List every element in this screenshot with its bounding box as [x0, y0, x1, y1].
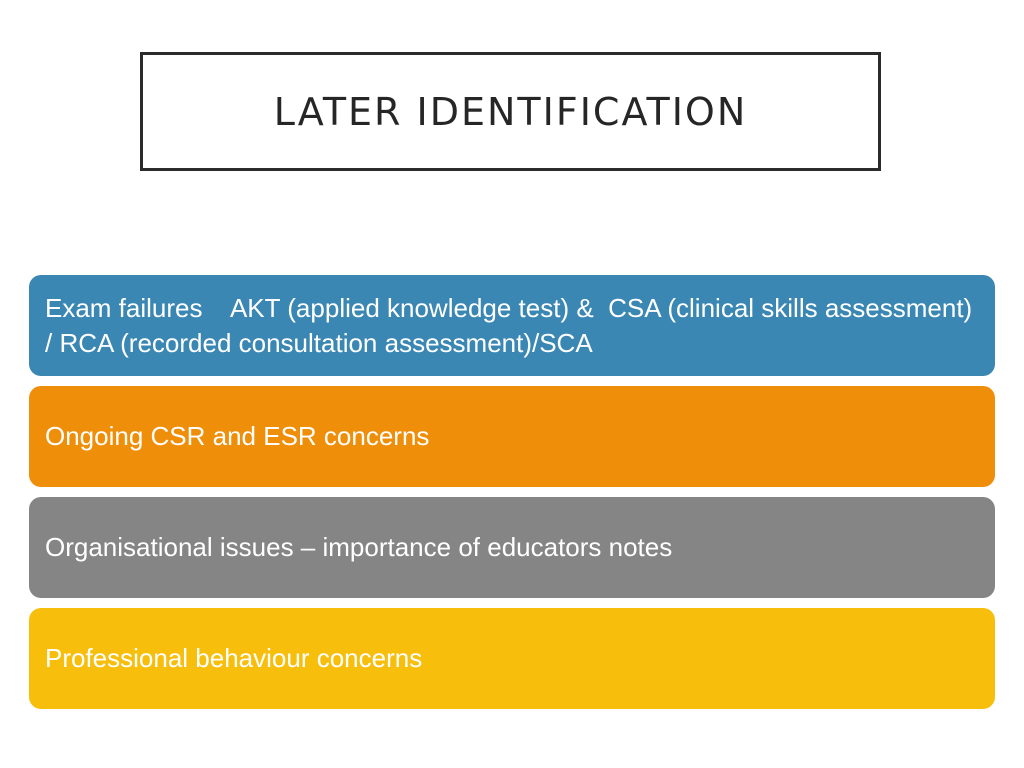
block-text: Organisational issues – importance of educators notes	[45, 532, 673, 562]
block-organisational-issues	[29, 497, 995, 598]
block-text: Ongoing CSR and ESR concerns	[45, 421, 430, 451]
block-csr-esr-concerns	[29, 386, 995, 487]
title-box	[140, 52, 881, 171]
block-professional-behaviour	[29, 608, 995, 709]
slide-title: LATER IDENTIFICATION	[273, 89, 748, 134]
block-text: Professional behaviour concerns	[45, 643, 423, 673]
block-exam-failures	[29, 275, 995, 376]
content-blocks	[29, 275, 995, 719]
block-text: Exam failures AKT (applied knowledge test) & CSA (clinical skills assessment) / RCA (recorded consultation assessment)/SCA	[45, 292, 980, 358]
